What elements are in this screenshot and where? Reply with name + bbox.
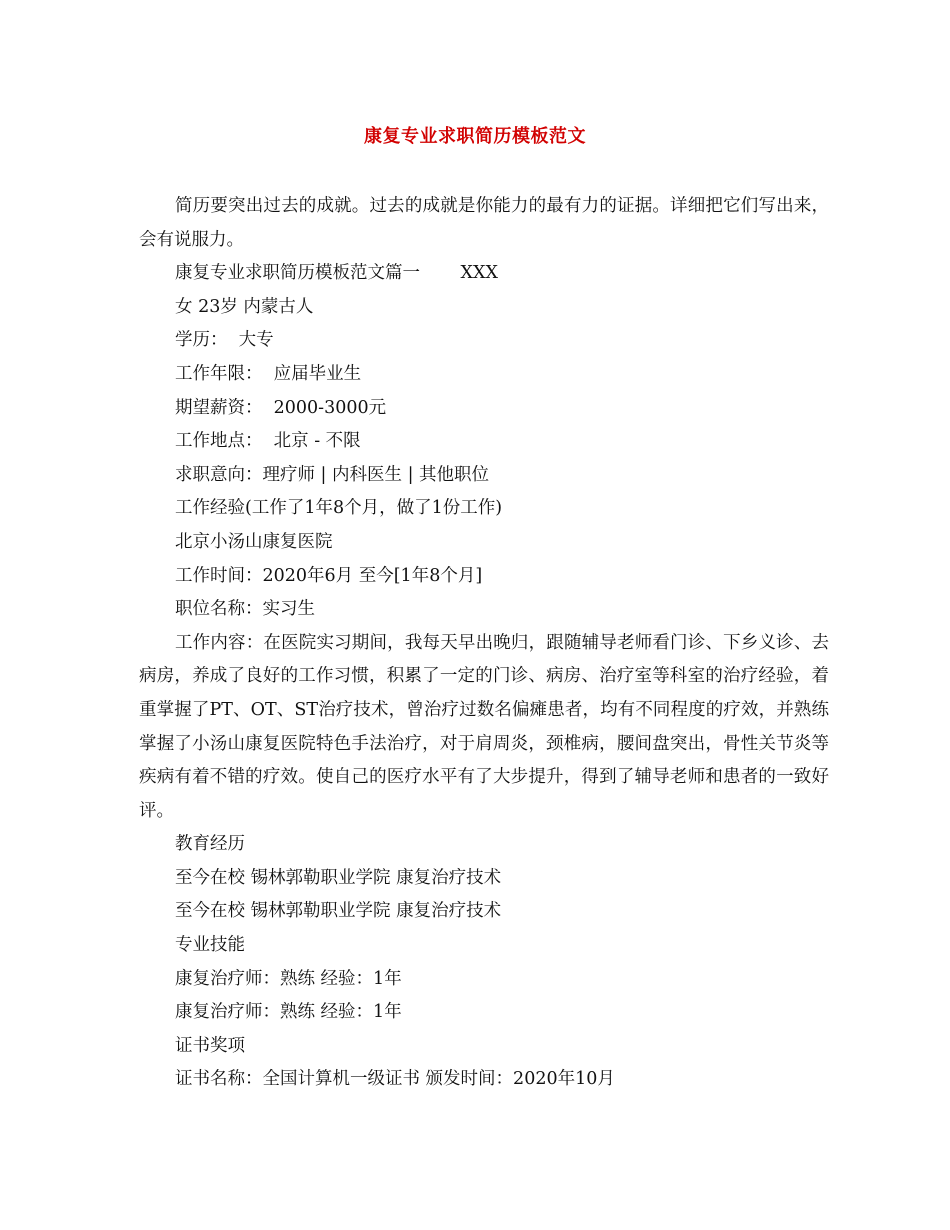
education-entry: 至今在校 锡林郭勒职业学院 康复治疗技术 (175, 901, 502, 922)
skill-entry: 康复治疗师：熟练 经验：1年 (175, 1002, 402, 1023)
intro-paragraph: 简历要突出过去的成就。过去的成就是你能力的最有力的证据。详细把它们写出来，会有说服力。 (139, 196, 829, 250)
work-location: 工作地点： 北京 - 不限 (175, 431, 361, 452)
position-title: 职位名称：实习生 (175, 599, 315, 620)
certificates-heading: 证书奖项 (175, 1035, 245, 1056)
skill-entry: 康复治疗师：熟练 经验：1年 (175, 968, 402, 989)
work-description: 工作内容：在医院实习期间，我每天早出晚归，跟随辅导老师看门诊、下乡义诊、去病房，养成了良好的工作习惯，积累了一定的门诊、病房、治疗室等科室的治疗经验，着重掌握了PT、OT、ST治疗技术，曾治疗过数名偏瘫患者，均有不同程度的疗效，并熟练掌握了小汤山康复医院特色手法治疗，对于肩周炎，颈椎病，腰间盘突出，骨性关节炎等疾病有着不错的疗效。使自己的医疗水平有了大步提升，得到了辅导老师和患者的一致好评。 (139, 632, 829, 821)
skills-heading: 专业技能 (175, 935, 245, 956)
work-period: 工作时间：2020年6月 至今[1年8个月] (175, 565, 483, 586)
personal-info: 女 23岁 内蒙古人 (175, 296, 314, 317)
document-title: 康复专业求职简历模板范文 (364, 126, 586, 147)
education-heading: 教育经历 (175, 834, 245, 855)
document-body (139, 190, 829, 1097)
job-intention: 求职意向：理疗师 | 内科医生 | 其他职位 (175, 464, 490, 485)
education-level: 学历： 大专 (175, 330, 274, 351)
certificate-entry: 证书名称：全国计算机一级证书 颁发时间：2020年10月 (175, 1069, 615, 1090)
work-experience-heading: 工作经验(工作了1年8个月，做了1份工作) (175, 498, 503, 519)
expected-salary: 期望薪资： 2000-3000元 (175, 397, 387, 418)
employer-name: 北京小汤山康复医院 (175, 531, 333, 552)
education-entry: 至今在校 锡林郭勒职业学院 康复治疗技术 (175, 867, 502, 888)
resume-heading: 康复专业求职简历模板范文篇一 XXX (175, 263, 498, 284)
work-years: 工作年限： 应届毕业生 (175, 363, 362, 384)
